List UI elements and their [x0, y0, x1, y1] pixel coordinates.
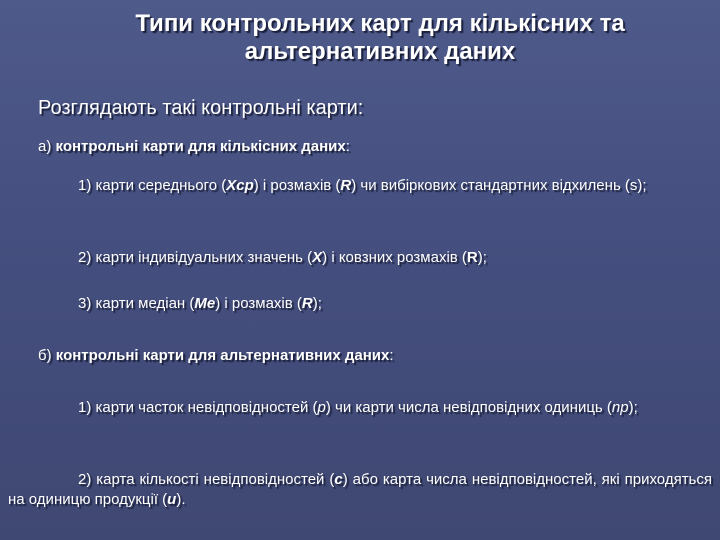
- section-a-heading: [38, 138, 350, 156]
- symbol-r: R: [466, 249, 478, 266]
- section-b-title: контрольні карти для альтернативних даних: [55, 347, 390, 364]
- list-item-a2: 2) карти індивідуальних значень (X) і ковзних розмахів (R);: [78, 249, 487, 266]
- section-b-prefix: б): [38, 347, 56, 364]
- list-item-b1: 1) карти часток невідповідностей (p) чи карти числа невідповідних одиниць (np);: [78, 399, 638, 416]
- section-a-prefix: а): [38, 138, 56, 155]
- list-item-b2: 2) карта кількості невідповідностей (c) або карта числа невідповідностей, які приходяться на одиницю продукції (u).: [8, 471, 712, 508]
- list-item-a3: 3) карти медіан (Me) і розмахів (R);: [78, 295, 322, 312]
- symbol-c: c: [334, 471, 343, 488]
- symbol-r: R: [340, 177, 352, 194]
- symbol-p: p: [317, 399, 326, 416]
- symbol-np: np: [611, 399, 629, 416]
- symbol-xcp: Xср: [226, 177, 254, 194]
- title-line-2: альтернативних даних: [244, 38, 516, 65]
- section-b-heading: [38, 347, 394, 365]
- slide-title: [90, 10, 670, 66]
- section-a-suffix: :: [345, 138, 350, 155]
- section-b-suffix: :: [389, 347, 394, 364]
- symbol-u: u: [167, 491, 177, 508]
- intro-text: Розглядають такі контрольні карти:: [38, 97, 364, 119]
- title-line-1: Типи контрольних карт для кількісних та: [135, 10, 625, 37]
- list-item-a1: 1) карти середнього (Xср) і розмахів (R) чи вибіркових стандартних відхилень (s);: [78, 177, 647, 194]
- symbol-me: Me: [194, 295, 216, 312]
- symbol-r: R: [301, 295, 313, 312]
- section-a-title: контрольні карти для кількісних даних: [55, 138, 346, 155]
- symbol-x: X: [312, 249, 323, 266]
